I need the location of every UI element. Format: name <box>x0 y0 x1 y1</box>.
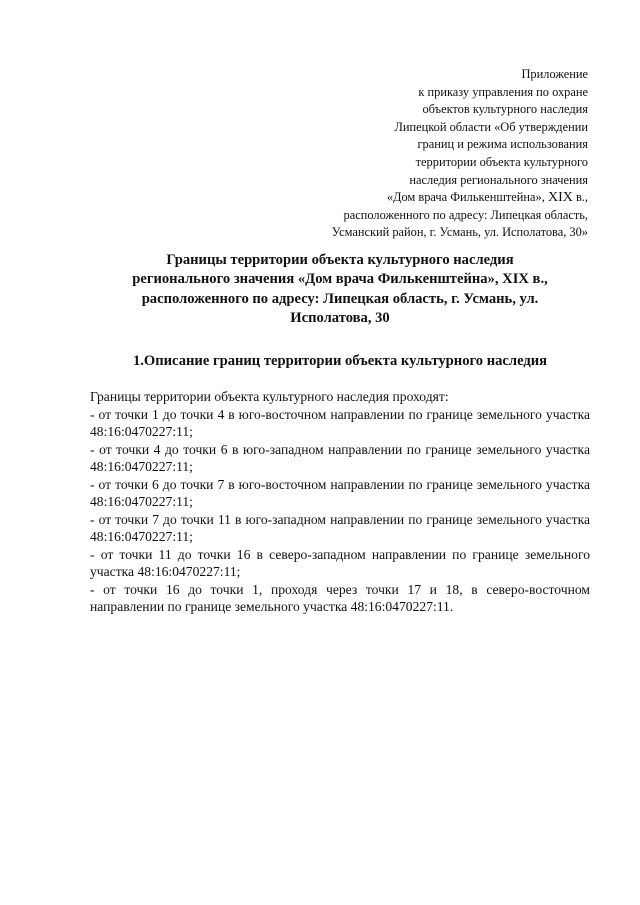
appendix-line: наследия регионального значения <box>409 172 588 187</box>
appendix-line: к приказу управления по охране <box>418 84 588 99</box>
appendix-line: территории объекта культурного <box>415 154 588 169</box>
appendix-line-text: «Дом врача Филькенштейна», <box>386 190 545 205</box>
appendix-line: Липецкой области «Об утверждении <box>394 119 588 134</box>
appendix-line-suffix: в., <box>575 190 588 205</box>
title-line: регионального значения «Дом врача Филькенштейна», XIX в., <box>132 271 548 288</box>
appendix-line: Усманский район, г. Усмань, ул. Исполатова, 30» <box>331 225 588 240</box>
title-line: Исполатова, 30 <box>290 310 390 327</box>
appendix-line: расположенного по адресу: Липецкая область, <box>343 207 588 222</box>
intro-paragraph: Границы территории объекта культурного наследия проходят: <box>90 389 449 404</box>
boundary-item: - от точки 6 до точки 7 в юго-восточном направлении по границе земельного участка 48:16:0470227:11; <box>90 476 590 509</box>
boundary-description <box>90 388 590 616</box>
appendix-block <box>268 66 588 242</box>
boundary-item: - от точки 11 до точки 16 в северо-западном направлении по границе земельного участка 48:16:0470227:11; <box>90 546 590 579</box>
boundary-item: - от точки 4 до точки 6 в юго-западном направлении по границе земельного участка 48:16:0470227:11; <box>90 441 590 474</box>
appendix-century: XIX <box>547 190 573 206</box>
boundary-item: - от точки 16 до точки 1, проходя через точки 17 и 18, в северо-восточном направлении по границе земельного участка 48:16:0470227:11. <box>90 581 590 614</box>
title-line: расположенного по адресу: Липецкая область, г. Усмань, ул. <box>141 290 539 307</box>
appendix-line <box>268 189 588 207</box>
boundary-item: - от точки 7 до точки 11 в юго-западном направлении по границе земельного участка 48:16:0470227:11; <box>90 511 590 544</box>
boundary-item: - от точки 1 до точки 4 в юго-восточном направлении по границе земельного участка 48:16:0470227:11; <box>90 406 590 439</box>
section-heading: 1.Описание границ территории объекта культурного наследия <box>132 353 548 369</box>
appendix-line: Приложение <box>521 67 588 81</box>
appendix-line: границ и режима использования <box>417 137 588 152</box>
document-title <box>100 251 580 329</box>
title-line: Границы территории объекта культурного наследия <box>166 252 514 268</box>
appendix-line: объектов культурного наследия <box>422 102 588 117</box>
